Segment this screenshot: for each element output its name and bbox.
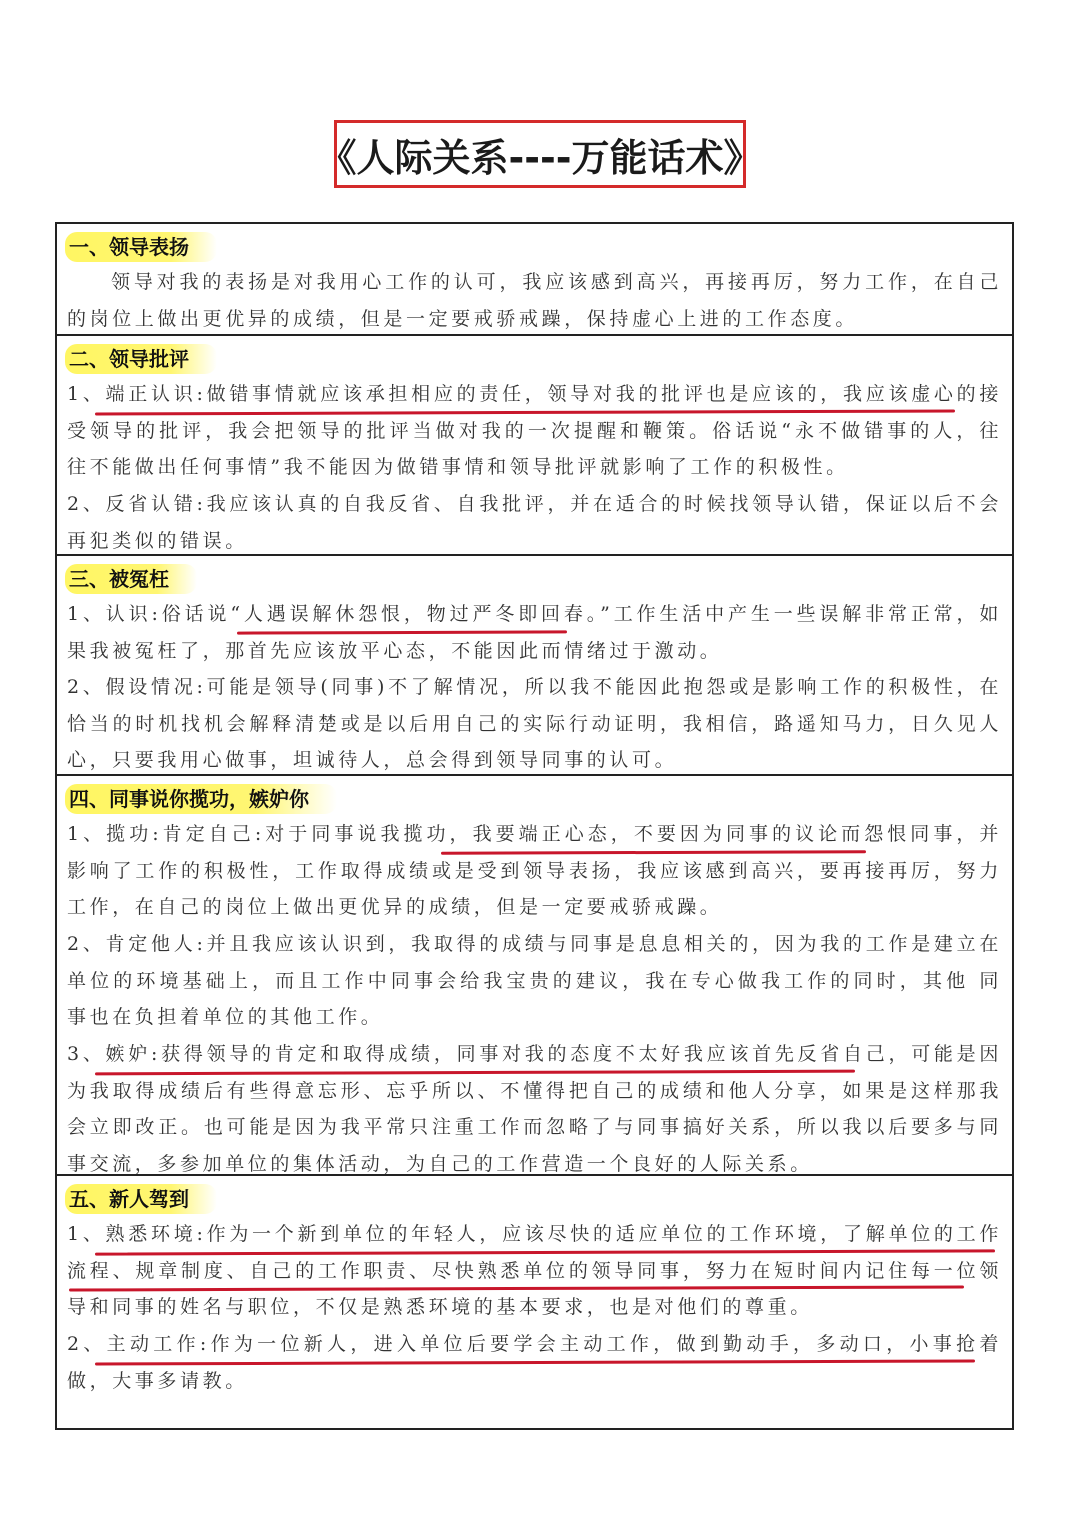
section-colleague-jealousy xyxy=(57,774,1012,1176)
title-box xyxy=(318,120,762,188)
section-paragraph: 2、假设情况:可能是领导(同事)不了解情况，所以我不能因此抱怨或是影响工作的积极性，在恰当的时机找机会解释清楚或是以后用自己的实际行动证明，我相信，路遥知马力，日久见人心，只要我用心做事，坦诚待人，总会得到领导同事的认可。 xyxy=(67,676,1002,771)
section-heading: 一、领导表扬 xyxy=(65,232,217,262)
document-title: 《人际关系----万能话术》 xyxy=(318,135,762,180)
section-wronged xyxy=(57,554,1012,774)
section-paragraph: 2、反省认错:我应该认真的自我反省、自我批评，并在适合的时候找领导认错，保证以后不会再犯类似的错误。 xyxy=(67,493,1002,552)
section-leader-praise xyxy=(57,224,1012,334)
section-paragraph: 1、认识:俗话说“人遇误解休怨恨，物过严冬即回春。”工作生活中产生一些误解非常正常，如果我被冤枉了，那首先应该放平心态，不能因此而情绪过于激动。 xyxy=(67,603,1002,662)
section-newcomer xyxy=(57,1174,1012,1432)
section-paragraph: 2、肯定他人:并且我应该认识到，我取得的成绩与同事是息息相关的，因为我的工作是建立在单位的环境基础上，而且工作中同事会给我宝贵的建议，我在专心做我工作的同时，其他 同事也在负担着单位的其他工作。 xyxy=(67,933,1002,1028)
section-paragraph: 领导对我的表扬是对我用心工作的认可，我应该感到高兴，再接再厉，努力工作，在自己的岗位上做出更优异的成绩，但是一定要戒骄戒躁，保持虚心上进的工作态度。 xyxy=(67,271,1002,330)
section-heading: 三、被冤枉 xyxy=(65,564,197,594)
section-paragraph: 1、端正认识:做错事情就应该承担相应的责任，领导对我的批评也是应该的，我应该虚心的接受领导的批评，我会把领导的批评当做对我的一次提醒和鞭策。俗话说“永不做错事的人，往往不能做出任何事情”我不能因为做错事情和领导批评就影响了工作的积极性。 xyxy=(67,383,1002,478)
content-table xyxy=(55,222,1014,1430)
section-paragraph: 2、主动工作:作为一位新人，进入单位后要学会主动工作，做到勤动手，多动口，小事抢着做，大事多请教。 xyxy=(67,1333,1002,1392)
section-paragraph: 1、熟悉环境:作为一个新到单位的年轻人，应该尽快的适应单位的工作环境，了解单位的工作流程、规章制度、自己的工作职责、尽快熟悉单位的领导同事，努力在短时间内记住每一位领导和同事的姓名与职位，不仅是熟悉环境的基本要求，也是对他们的尊重。 xyxy=(67,1223,1002,1318)
section-heading: 二、领导批评 xyxy=(65,344,217,374)
section-heading: 五、新人驾到 xyxy=(65,1184,217,1214)
section-heading: 四、同事说你揽功，嫉妒你 xyxy=(65,784,337,814)
section-paragraph: 1、揽功:肯定自己:对于同事说我揽功，我要端正心态，不要因为同事的议论而怨恨同事，并影响了工作的积极性，工作取得成绩或是受到领导表扬，我应该感到高兴，要再接再厉，努力工作，在自己的岗位上做出更优异的成绩，但是一定要戒骄戒躁。 xyxy=(67,823,1002,918)
section-leader-criticism xyxy=(57,334,1012,554)
section-paragraph: 3、嫉妒:获得领导的肯定和取得成绩，同事对我的态度不太好我应该首先反省自己，可能是因为我取得成绩后有些得意忘形、忘乎所以、不懂得把自己的成绩和他人分享，如果是这样那我会立即改正。也可能是因为我平常只注重工作而忽略了与同事搞好关系，所以我以后要多与同事交流，多参加单位的集体活动，为自己的工作营造一个良好的人际关系。 xyxy=(67,1043,1002,1175)
